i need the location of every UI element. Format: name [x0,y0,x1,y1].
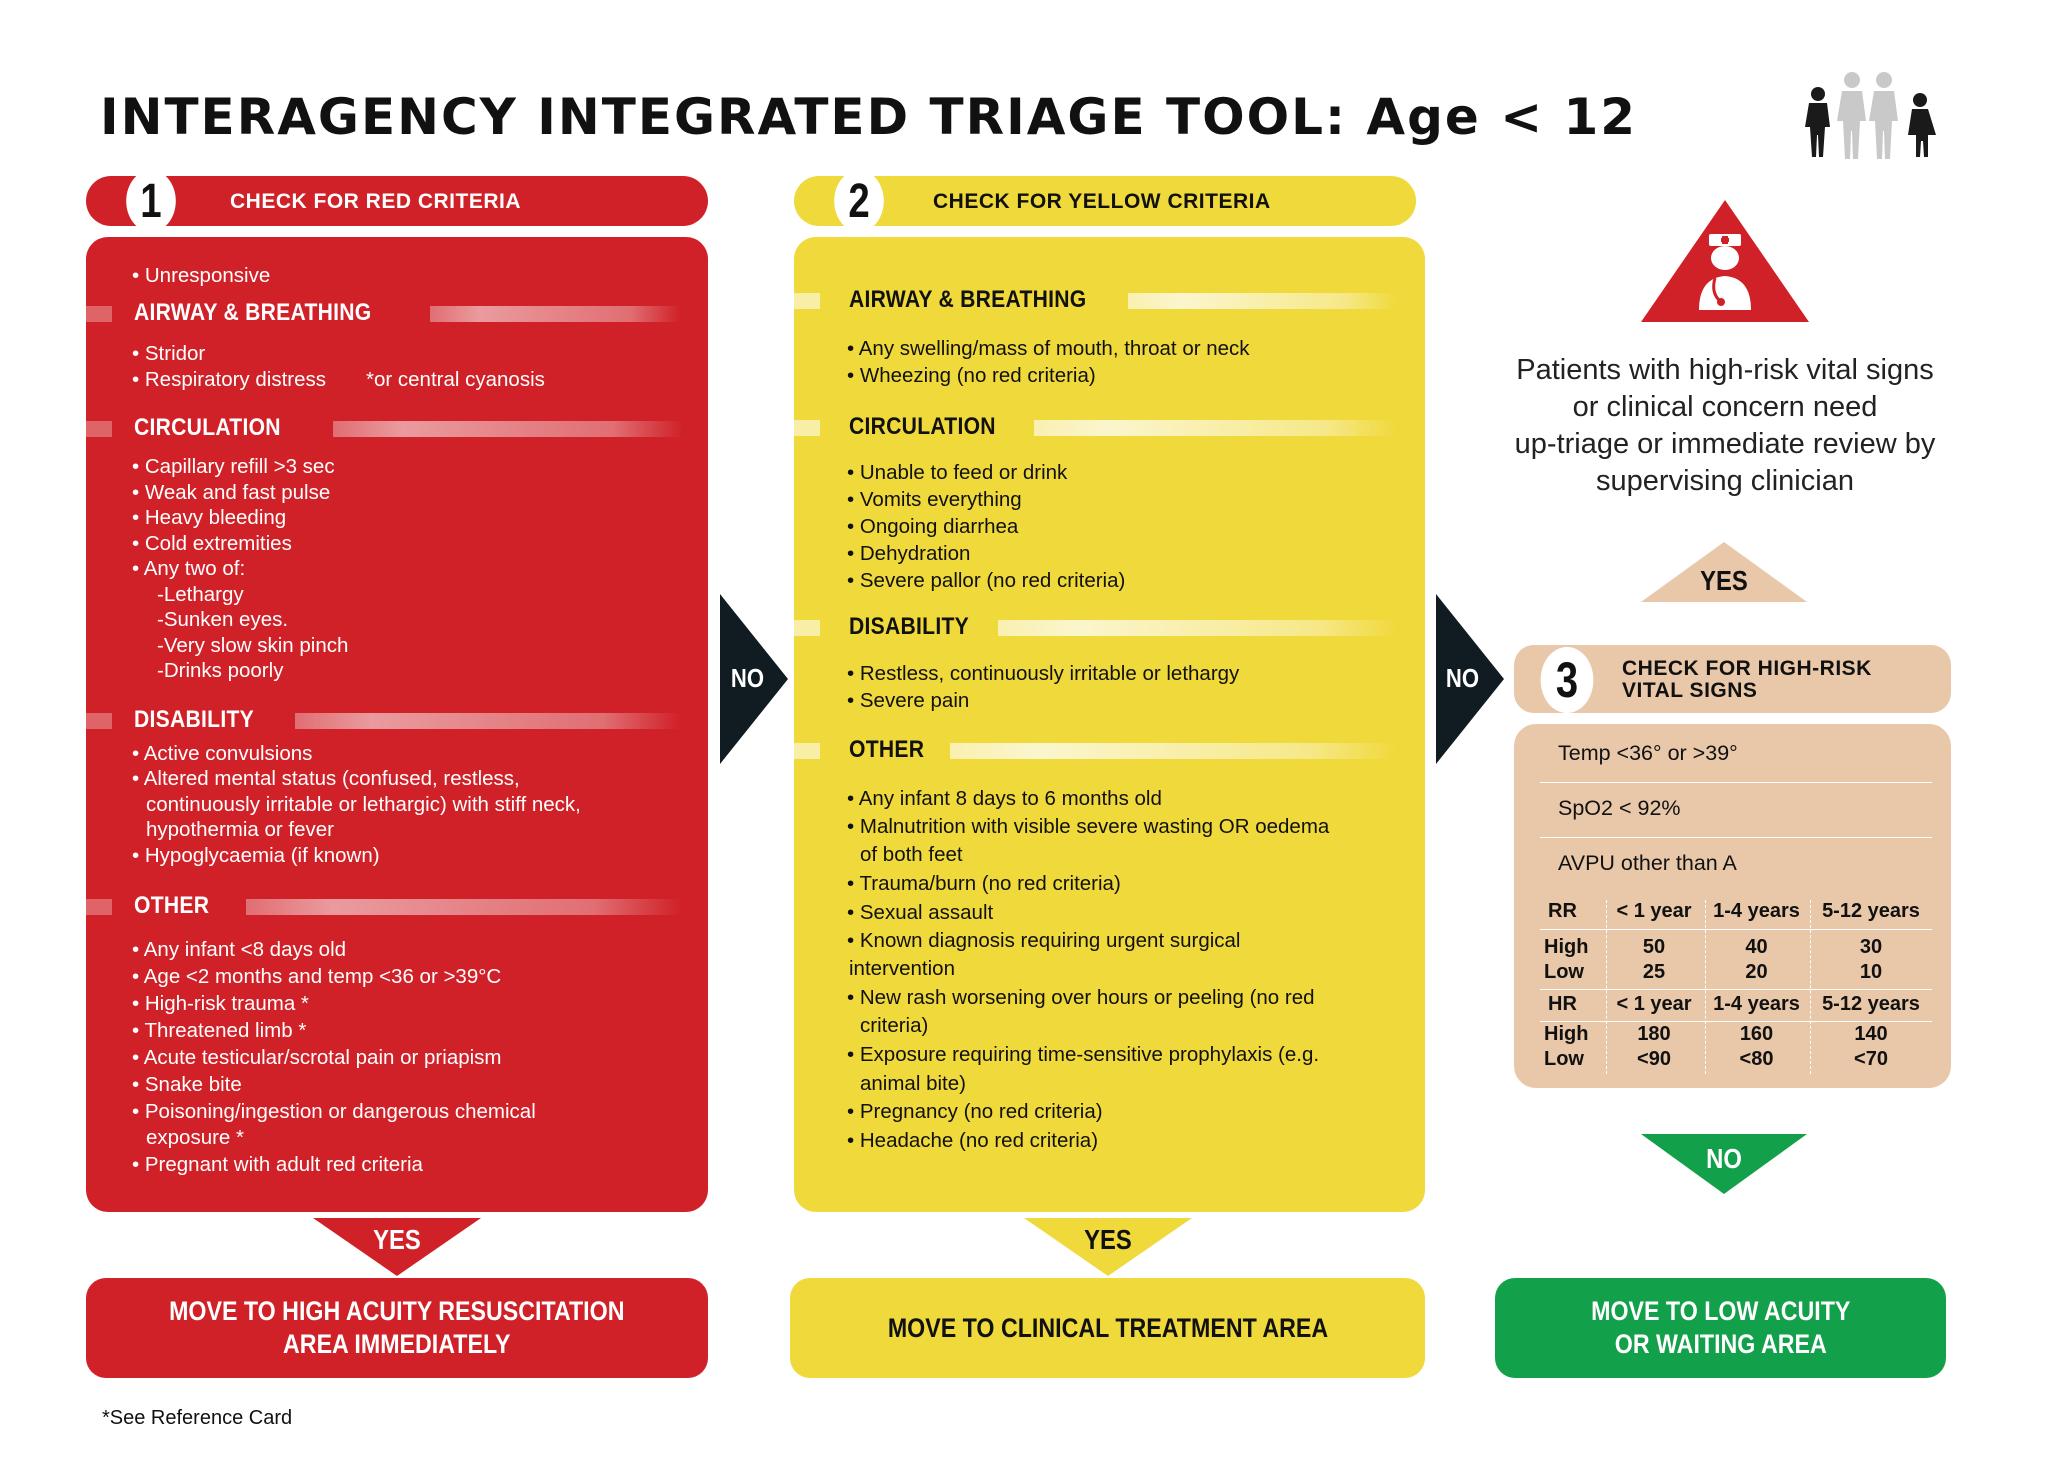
outcome-clinical-treatment [790,1278,1425,1378]
yellow-circulation-bar [1034,420,1398,436]
rr-label: RR [1548,900,1577,922]
step1-number: 1 [126,170,176,232]
rr-high-value: 30 [1859,936,1883,958]
red-criteria-panel [86,237,708,1212]
red-circulation-item: • Capillary refill >3 sec [132,455,335,478]
red-airway-item: • Stridor [132,342,206,365]
red-intro: • Unresponsive [132,264,271,287]
red-disability-heading: DISABILITY [134,706,254,733]
yellow-disability-heading: DISABILITY [849,613,969,640]
yellow-airway-item: • Wheezing (no red criteria) [847,364,1096,387]
hr-col: 1-4 years [1713,993,1800,1015]
red-other-tick [86,899,112,915]
concern-line: or clinical concern need [1572,391,1878,423]
red-circulation-item: -Drinks poorly [157,659,284,682]
yellow-circulation-heading: CIRCULATION [849,413,996,440]
yellow-other-item: • Any infant 8 days to 6 months old [847,787,1162,810]
red-disability-item: hypothermia or fever [146,818,335,841]
step3-header [1514,645,1951,713]
yellow-other-item: • Sexual assault [847,901,994,924]
red-airway-bar [430,306,680,322]
hr-low-label: Low [1544,1048,1584,1070]
yellow-other-item: • New rash worsening over hours or peeling (no red [847,986,1315,1009]
concern-line: up-triage or immediate review by [1514,428,1936,460]
hr-col: 5-12 years [1822,993,1920,1015]
vital-column-separator [1810,900,1811,1074]
yellow-disability-item: • Restless, continuously irritable or lethargy [847,662,1240,685]
red-other-item: • Acute testicular/scrotal pain or priapism [132,1046,502,1069]
vital-avpu: AVPU other than A [1558,851,1737,875]
red-circulation-item: • Weak and fast pulse [132,481,331,504]
hr-high-value: 180 [1637,1023,1671,1045]
no-label-2: NO [1445,663,1480,693]
yellow-other-bar [950,743,1398,759]
yellow-other-item: • Malnutrition with visible severe wasting OR oedema [847,815,1330,838]
step1-header [86,176,708,226]
outcome-line: OR WAITING AREA [1614,1329,1827,1359]
red-other-item: • Age <2 months and temp <36 or >39°C [132,965,502,988]
concern-line: supervising clinician [1596,465,1854,497]
red-circulation-item: • Any two of: [132,557,246,580]
outcome-resuscitation [86,1278,708,1378]
vital-divider [1540,1021,1932,1022]
yellow-circulation-item: • Vomits everything [847,488,1022,511]
doctor-warning-icon [1641,200,1809,322]
vital-divider [1540,837,1932,838]
red-other-item: • Pregnant with adult red criteria [132,1153,423,1176]
yellow-airway-item: • Any swelling/mass of mouth, throat or neck [847,337,1250,360]
rr-col: 5-12 years [1822,900,1920,922]
yes-label-3: YES [1700,565,1748,596]
red-other-item: • Threatened limb * [132,1019,307,1042]
rr-col: < 1 year [1616,900,1692,922]
step3-label [1622,658,1922,702]
rr-low-value: 20 [1745,961,1768,983]
hr-low-value: <70 [1854,1048,1888,1070]
yellow-other-item: • Trauma/burn (no red criteria) [847,872,1121,895]
rr-low-label: Low [1544,961,1584,983]
outcome-low-acuity [1495,1278,1946,1378]
yellow-airway-tick [794,293,820,309]
step2-number: 2 [834,170,884,232]
hr-col: < 1 year [1616,993,1692,1015]
yellow-other-item: • Headache (no red criteria) [847,1129,1099,1152]
yellow-other-item: • Exposure requiring time-sensitive prophylaxis (e.g. [847,1043,1320,1066]
yellow-circulation-item: • Unable to feed or drink [847,461,1068,484]
rr-low-value: 25 [1642,961,1666,983]
red-circulation-item: • Cold extremities [132,532,292,555]
no-label-1: NO [730,663,765,693]
rr-low-value: 10 [1859,961,1883,983]
vital-divider [1540,929,1932,930]
red-other-item: • Snake bite [132,1073,242,1096]
vital-divider [1540,782,1932,783]
red-disability-item: • Altered mental status (confused, restless, [132,767,520,790]
red-airway-tick [86,306,112,322]
yellow-airway-bar [1128,293,1398,309]
red-circulation-item: -Sunken eyes. [157,608,289,631]
yellow-airway-heading: AIRWAY & BREATHING [849,286,1087,313]
clinical-concern-text [1480,352,1970,500]
step3-label-line: VITAL SIGNS [1622,679,1758,702]
yellow-disability-tick [794,620,820,636]
red-circulation-bar [333,421,683,437]
red-other-item: exposure * [146,1126,245,1149]
yellow-circulation-item: • Dehydration [847,542,971,565]
yellow-other-item: intervention [849,957,955,980]
step2-header [794,176,1416,226]
outcome-line: MOVE TO LOW ACUITY [1590,1296,1851,1326]
red-other-item: • Poisoning/ingestion or dangerous chemical [132,1100,536,1123]
red-other-item: • Any infant <8 days old [132,938,347,961]
red-other-heading: OTHER [134,892,210,919]
red-disability-tick [86,713,112,729]
vital-column-separator [1606,900,1607,1074]
rr-high-value: 40 [1745,936,1768,958]
outcome-line: MOVE TO HIGH ACUITY RESUSCITATION [169,1296,625,1326]
hr-label: HR [1548,993,1577,1015]
vital-column-separator [1705,900,1706,1074]
page-title: INTERAGENCY INTEGRATED TRIAGE TOOL: Age < 12 [100,88,1638,146]
yellow-other-item: of both feet [860,843,963,866]
yellow-other-item: • Pregnancy (no red criteria) [847,1100,1103,1123]
yellow-circulation-item: • Ongoing diarrhea [847,515,1019,538]
red-airway-item: *or central cyanosis [366,368,545,391]
red-circulation-tick [86,421,112,437]
vital-temp: Temp <36° or >39° [1558,741,1738,765]
red-other-bar [246,899,681,915]
yellow-other-heading: OTHER [849,736,925,763]
yellow-other-item: • Known diagnosis requiring urgent surgical [847,929,1241,952]
hr-high-value: 160 [1739,1023,1774,1045]
family-icon [1798,70,1942,160]
step3-label-line: CHECK FOR HIGH-RISK [1622,657,1872,680]
rr-high-label: High [1544,936,1589,958]
red-circulation-heading: CIRCULATION [134,414,281,441]
yellow-other-item: animal bite) [860,1072,966,1095]
red-airway-heading: AIRWAY & BREATHING [134,299,372,326]
red-airway-item: • Respiratory distress [132,368,327,391]
red-disability-item: • Hypoglycaemia (if known) [132,844,380,867]
red-circulation-item: -Very slow skin pinch [157,634,349,657]
step1-label: CHECK FOR RED CRITERIA [230,190,522,213]
rr-high-value: 50 [1642,936,1666,958]
yellow-disability-bar [998,620,1398,636]
red-disability-item: continuously irritable or lethargic) with stiff neck, [146,793,581,816]
red-disability-bar [295,713,680,729]
yes-label-2: YES [1084,1224,1132,1255]
yellow-criteria-panel [794,237,1425,1212]
hr-low-value: <90 [1637,1048,1671,1070]
step2-label: CHECK FOR YELLOW CRITERIA [933,190,1271,213]
vital-spo2: SpO2 < 92% [1558,796,1681,820]
yellow-other-tick [794,743,820,759]
hr-high-value: 140 [1854,1023,1888,1045]
outcome-line: AREA IMMEDIATELY [283,1329,511,1359]
yellow-circulation-item: • Severe pallor (no red criteria) [847,569,1126,592]
yellow-disability-item: • Severe pain [847,689,970,712]
concern-line: Patients with high-risk vital signs [1516,354,1934,386]
red-circulation-item: • Heavy bleeding [132,506,287,529]
outcome-line: MOVE TO CLINICAL TREATMENT AREA [887,1312,1328,1343]
vital-divider [1540,989,1932,990]
yellow-circulation-tick [794,420,820,436]
step3-number: 3 [1541,647,1594,713]
red-other-item: • High-risk trauma * [132,992,309,1015]
yellow-other-item: criteria) [860,1014,929,1037]
vital-signs-panel [1514,724,1951,1088]
rr-col: 1-4 years [1713,900,1800,922]
red-disability-item: • Active convulsions [132,742,313,765]
yes-label-1: YES [373,1224,421,1255]
no-label-3: NO [1706,1143,1742,1174]
red-circulation-item: -Lethargy [157,583,244,606]
footnote: *See Reference Card [102,1407,293,1429]
hr-low-value: <80 [1739,1048,1774,1070]
hr-high-label: High [1544,1023,1589,1045]
